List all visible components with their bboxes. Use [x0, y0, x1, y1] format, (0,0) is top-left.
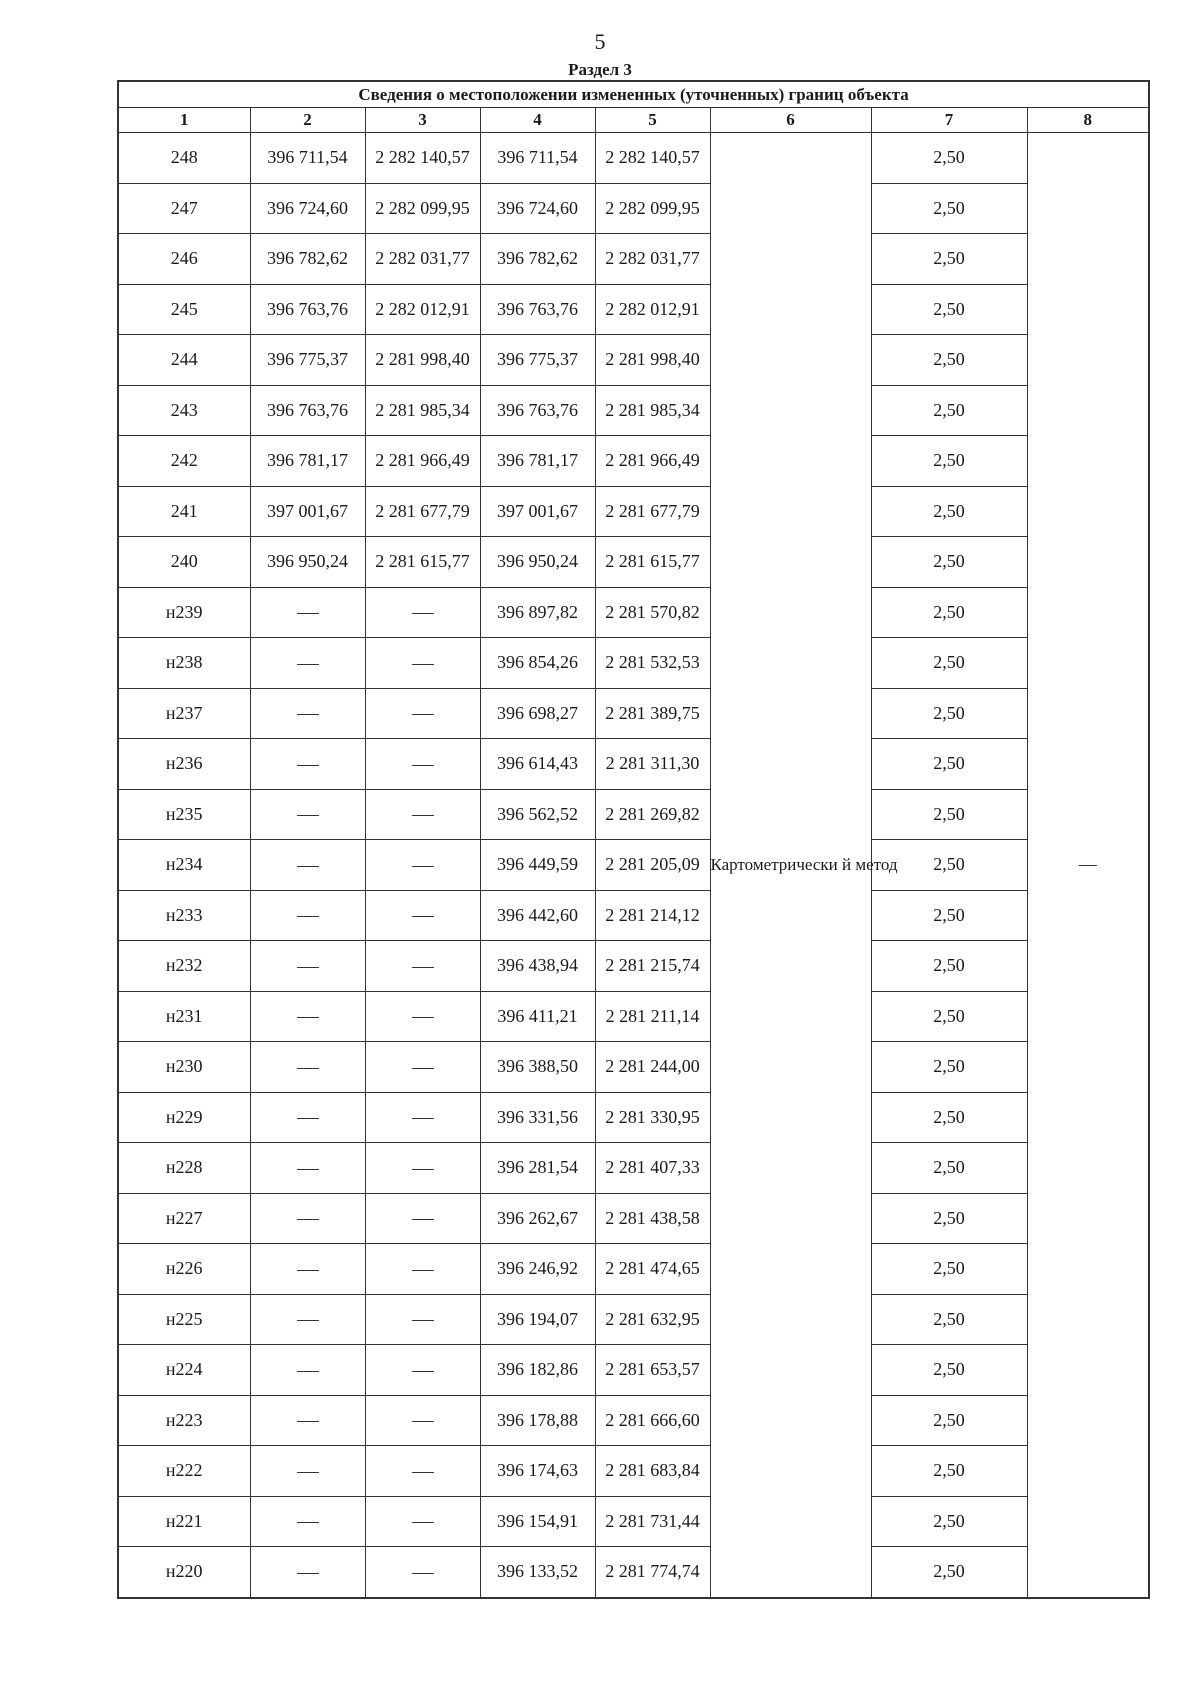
boundary-coordinates-table	[117, 80, 1150, 1599]
dash-mark	[412, 765, 434, 766]
old-x-cell: 396 782,62	[250, 234, 365, 285]
dash-mark	[297, 815, 319, 816]
new-y-cell: 2 281 966,49	[595, 436, 710, 487]
new-x-cell: 396 614,43	[480, 739, 595, 790]
new-x-cell: 396 724,60	[480, 183, 595, 234]
old-y-cell: 2 282 140,57	[365, 133, 480, 184]
old-x-cell	[250, 1193, 365, 1244]
table-row	[118, 1395, 1149, 1446]
new-y-cell: 2 281 474,65	[595, 1244, 710, 1295]
new-y-cell: 2 281 407,33	[595, 1143, 710, 1194]
table-row	[118, 739, 1149, 790]
old-x-cell: 396 950,24	[250, 537, 365, 588]
new-y-cell: 2 281 985,34	[595, 385, 710, 436]
point-number-cell: н234	[118, 840, 250, 891]
old-x-cell: 396 724,60	[250, 183, 365, 234]
new-y-cell: 2 281 774,74	[595, 1547, 710, 1598]
old-y-cell	[365, 1496, 480, 1547]
table-row	[118, 789, 1149, 840]
new-y-cell: 2 281 311,30	[595, 739, 710, 790]
table-row	[118, 335, 1149, 386]
dash-mark	[297, 1219, 319, 1220]
column-number: 5	[595, 108, 710, 133]
table-row	[118, 1193, 1149, 1244]
new-x-cell: 396 711,54	[480, 133, 595, 184]
point-number-cell: 246	[118, 234, 250, 285]
precision-cell: 2,50	[871, 991, 1027, 1042]
old-x-cell: 396 711,54	[250, 133, 365, 184]
old-y-cell	[365, 1446, 480, 1497]
column-number: 6	[710, 108, 871, 133]
precision-cell: 2,50	[871, 1042, 1027, 1093]
precision-cell: 2,50	[871, 436, 1027, 487]
dash-mark	[297, 866, 319, 867]
dash-mark	[412, 1320, 434, 1321]
new-x-cell: 396 854,26	[480, 638, 595, 689]
new-x-cell: 396 782,62	[480, 234, 595, 285]
precision-cell: 2,50	[871, 1193, 1027, 1244]
table-row	[118, 1042, 1149, 1093]
dash-mark	[412, 967, 434, 968]
old-y-cell: 2 282 031,77	[365, 234, 480, 285]
new-x-cell: 396 331,56	[480, 1092, 595, 1143]
new-x-cell: 396 388,50	[480, 1042, 595, 1093]
precision-cell: 2,50	[871, 739, 1027, 790]
new-x-cell: 396 246,92	[480, 1244, 595, 1295]
old-y-cell	[365, 890, 480, 941]
precision-cell: 2,50	[871, 1345, 1027, 1396]
dash-mark	[297, 967, 319, 968]
dash-mark	[412, 1573, 434, 1574]
new-x-cell: 396 897,82	[480, 587, 595, 638]
precision-cell: 2,50	[871, 1244, 1027, 1295]
point-number-cell: н239	[118, 587, 250, 638]
old-x-cell	[250, 941, 365, 992]
old-x-cell	[250, 587, 365, 638]
new-x-cell: 396 781,17	[480, 436, 595, 487]
new-x-cell: 397 001,67	[480, 486, 595, 537]
old-y-cell	[365, 1193, 480, 1244]
old-y-cell: 2 282 099,95	[365, 183, 480, 234]
new-y-cell: 2 281 632,95	[595, 1294, 710, 1345]
new-x-cell: 396 950,24	[480, 537, 595, 588]
column-8-cell: —	[1027, 133, 1149, 1598]
new-y-cell: 2 282 140,57	[595, 133, 710, 184]
precision-cell: 2,50	[871, 587, 1027, 638]
point-number-cell: 248	[118, 133, 250, 184]
new-y-cell: 2 281 205,09	[595, 840, 710, 891]
point-number-cell: 243	[118, 385, 250, 436]
old-x-cell	[250, 688, 365, 739]
new-x-cell: 396 174,63	[480, 1446, 595, 1497]
section-title: Раздел 3	[568, 60, 632, 79]
old-x-cell	[250, 991, 365, 1042]
new-x-cell: 396 763,76	[480, 385, 595, 436]
dash-mark	[297, 1017, 319, 1018]
dash-mark	[297, 1068, 319, 1069]
new-y-cell: 2 282 031,77	[595, 234, 710, 285]
new-y-cell: 2 281 532,53	[595, 638, 710, 689]
dash-mark	[297, 765, 319, 766]
table-row	[118, 1092, 1149, 1143]
column-number: 1	[118, 108, 250, 133]
old-y-cell	[365, 1244, 480, 1295]
old-y-cell	[365, 1395, 480, 1446]
old-x-cell	[250, 1345, 365, 1396]
precision-cell: 2,50	[871, 1143, 1027, 1194]
new-y-cell: 2 282 012,91	[595, 284, 710, 335]
dash-mark	[297, 1118, 319, 1119]
point-number-cell: 241	[118, 486, 250, 537]
old-x-cell	[250, 638, 365, 689]
new-x-cell: 396 262,67	[480, 1193, 595, 1244]
dash-mark	[412, 815, 434, 816]
point-number-cell: н227	[118, 1193, 250, 1244]
point-number-cell: н223	[118, 1395, 250, 1446]
new-y-cell: 2 281 438,58	[595, 1193, 710, 1244]
new-y-cell: 2 281 244,00	[595, 1042, 710, 1093]
old-y-cell	[365, 941, 480, 992]
dash-mark	[297, 1522, 319, 1523]
new-x-cell: 396 411,21	[480, 991, 595, 1042]
precision-cell: 2,50	[871, 840, 1027, 891]
column-number: 7	[871, 108, 1027, 133]
table-row	[118, 1547, 1149, 1598]
point-number-cell: н231	[118, 991, 250, 1042]
table-row	[118, 1345, 1149, 1396]
point-number-cell: н237	[118, 688, 250, 739]
old-y-cell: 2 281 677,79	[365, 486, 480, 537]
table-row	[118, 941, 1149, 992]
old-x-cell	[250, 1143, 365, 1194]
point-number-cell: 247	[118, 183, 250, 234]
point-number-cell: н226	[118, 1244, 250, 1295]
new-y-cell: 2 281 211,14	[595, 991, 710, 1042]
point-number-cell: н229	[118, 1092, 250, 1143]
old-x-cell	[250, 1244, 365, 1295]
table-row	[118, 991, 1149, 1042]
table-row	[118, 1496, 1149, 1547]
old-y-cell	[365, 991, 480, 1042]
old-y-cell	[365, 638, 480, 689]
column-number: 3	[365, 108, 480, 133]
table-row	[118, 688, 1149, 739]
new-y-cell: 2 281 677,79	[595, 486, 710, 537]
dash-mark	[412, 1017, 434, 1018]
dash-mark	[412, 1169, 434, 1170]
new-x-cell: 396 698,27	[480, 688, 595, 739]
old-y-cell	[365, 587, 480, 638]
dash-mark	[297, 613, 319, 614]
old-x-cell	[250, 1496, 365, 1547]
new-x-cell: 396 449,59	[480, 840, 595, 891]
dash-mark	[297, 1472, 319, 1473]
old-y-cell	[365, 688, 480, 739]
old-y-cell: 2 281 966,49	[365, 436, 480, 487]
point-number-cell: н235	[118, 789, 250, 840]
table-row	[118, 133, 1149, 184]
new-x-cell: 396 775,37	[480, 335, 595, 386]
dash-mark	[297, 1169, 319, 1170]
new-x-cell: 396 182,86	[480, 1345, 595, 1396]
point-number-cell: н233	[118, 890, 250, 941]
new-y-cell: 2 281 215,74	[595, 941, 710, 992]
new-x-cell: 396 133,52	[480, 1547, 595, 1598]
precision-cell: 2,50	[871, 284, 1027, 335]
new-y-cell: 2 281 666,60	[595, 1395, 710, 1446]
precision-cell: 2,50	[871, 385, 1027, 436]
old-y-cell: 2 281 998,40	[365, 335, 480, 386]
old-y-cell	[365, 840, 480, 891]
table-row	[118, 638, 1149, 689]
precision-cell: 2,50	[871, 335, 1027, 386]
new-y-cell: 2 281 615,77	[595, 537, 710, 588]
old-y-cell	[365, 789, 480, 840]
new-x-cell: 396 281,54	[480, 1143, 595, 1194]
point-number-cell: н236	[118, 739, 250, 790]
column-number: 2	[250, 108, 365, 133]
old-x-cell	[250, 840, 365, 891]
old-x-cell: 396 763,76	[250, 385, 365, 436]
table-row	[118, 1143, 1149, 1194]
new-y-cell: 2 281 269,82	[595, 789, 710, 840]
precision-cell: 2,50	[871, 133, 1027, 184]
point-number-cell: н238	[118, 638, 250, 689]
old-x-cell	[250, 1547, 365, 1598]
old-x-cell	[250, 1446, 365, 1497]
table-row	[118, 1244, 1149, 1295]
new-x-cell: 396 194,07	[480, 1294, 595, 1345]
old-y-cell	[365, 1143, 480, 1194]
page-number: 5	[594, 29, 606, 54]
old-x-cell	[250, 1042, 365, 1093]
dash-mark	[412, 664, 434, 665]
precision-cell: 2,50	[871, 1092, 1027, 1143]
column-number-row	[118, 108, 1149, 133]
precision-cell: 2,50	[871, 688, 1027, 739]
dash-mark	[412, 866, 434, 867]
point-number-cell: 240	[118, 537, 250, 588]
column-number: 8	[1027, 108, 1149, 133]
precision-cell: 2,50	[871, 789, 1027, 840]
new-y-cell: 2 281 570,82	[595, 587, 710, 638]
old-x-cell	[250, 890, 365, 941]
old-y-cell	[365, 1042, 480, 1093]
new-x-cell: 396 154,91	[480, 1496, 595, 1547]
precision-cell: 2,50	[871, 941, 1027, 992]
dash-mark	[297, 1421, 319, 1422]
precision-cell: 2,50	[871, 183, 1027, 234]
old-x-cell: 396 763,76	[250, 284, 365, 335]
old-y-cell	[365, 1547, 480, 1598]
new-x-cell: 396 178,88	[480, 1395, 595, 1446]
precision-cell: 2,50	[871, 1446, 1027, 1497]
new-y-cell: 2 281 653,57	[595, 1345, 710, 1396]
table-row	[118, 234, 1149, 285]
new-y-cell: 2 281 998,40	[595, 335, 710, 386]
table-row	[118, 385, 1149, 436]
precision-cell: 2,50	[871, 1395, 1027, 1446]
point-number-cell: 245	[118, 284, 250, 335]
old-y-cell: 2 281 615,77	[365, 537, 480, 588]
old-x-cell: 397 001,67	[250, 486, 365, 537]
dash-mark	[412, 916, 434, 917]
precision-cell: 2,50	[871, 1496, 1027, 1547]
point-number-cell: н221	[118, 1496, 250, 1547]
new-y-cell: 2 281 683,84	[595, 1446, 710, 1497]
old-y-cell	[365, 739, 480, 790]
point-number-cell: н222	[118, 1446, 250, 1497]
old-y-cell: 2 281 985,34	[365, 385, 480, 436]
dash-mark	[297, 1270, 319, 1271]
precision-cell: 2,50	[871, 486, 1027, 537]
new-y-cell: 2 281 214,12	[595, 890, 710, 941]
dash-mark	[297, 916, 319, 917]
old-x-cell: 396 775,37	[250, 335, 365, 386]
precision-cell: 2,50	[871, 1294, 1027, 1345]
new-y-cell: 2 282 099,95	[595, 183, 710, 234]
point-number-cell: 242	[118, 436, 250, 487]
new-x-cell: 396 562,52	[480, 789, 595, 840]
dash-mark	[412, 1118, 434, 1119]
table-row	[118, 890, 1149, 941]
point-number-cell: 244	[118, 335, 250, 386]
new-x-cell: 396 438,94	[480, 941, 595, 992]
dash-mark	[412, 1068, 434, 1069]
old-x-cell	[250, 1395, 365, 1446]
precision-cell: 2,50	[871, 890, 1027, 941]
old-x-cell	[250, 739, 365, 790]
dash-mark	[297, 714, 319, 715]
dash-mark	[297, 1320, 319, 1321]
old-x-cell: 396 781,17	[250, 436, 365, 487]
table-row	[118, 1294, 1149, 1345]
method-cell: Картометрически й метод	[710, 133, 871, 1598]
point-number-cell: н224	[118, 1345, 250, 1396]
old-x-cell	[250, 1092, 365, 1143]
old-x-cell	[250, 1294, 365, 1345]
precision-cell: 2,50	[871, 1547, 1027, 1598]
dash-mark	[297, 1573, 319, 1574]
table-row	[118, 1446, 1149, 1497]
table-row	[118, 183, 1149, 234]
dash-mark	[412, 613, 434, 614]
dash-mark	[412, 1371, 434, 1372]
new-y-cell: 2 281 731,44	[595, 1496, 710, 1547]
table-row	[118, 840, 1149, 891]
column-number: 4	[480, 108, 595, 133]
point-number-cell: н232	[118, 941, 250, 992]
precision-cell: 2,50	[871, 638, 1027, 689]
precision-cell: 2,50	[871, 234, 1027, 285]
dash-mark	[412, 1522, 434, 1523]
old-y-cell: 2 282 012,91	[365, 284, 480, 335]
dash-mark	[412, 1421, 434, 1422]
dash-mark	[412, 714, 434, 715]
table-body	[118, 133, 1149, 1598]
precision-cell: 2,50	[871, 537, 1027, 588]
new-y-cell: 2 281 330,95	[595, 1092, 710, 1143]
point-number-cell: н225	[118, 1294, 250, 1345]
old-y-cell	[365, 1092, 480, 1143]
table-row	[118, 537, 1149, 588]
table-row	[118, 284, 1149, 335]
dash-mark	[297, 664, 319, 665]
new-x-cell: 396 763,76	[480, 284, 595, 335]
dash-mark	[297, 1371, 319, 1372]
point-number-cell: н230	[118, 1042, 250, 1093]
old-x-cell	[250, 789, 365, 840]
new-y-cell: 2 281 389,75	[595, 688, 710, 739]
old-y-cell	[365, 1345, 480, 1396]
table-row	[118, 486, 1149, 537]
dash-mark	[412, 1270, 434, 1271]
dash-mark	[412, 1472, 434, 1473]
table-caption: Сведения о местоположении измененных (уточненных) границ объекта	[118, 81, 1149, 108]
table-row	[118, 436, 1149, 487]
old-y-cell	[365, 1294, 480, 1345]
new-x-cell: 396 442,60	[480, 890, 595, 941]
table-row	[118, 587, 1149, 638]
point-number-cell: н228	[118, 1143, 250, 1194]
dash-mark	[412, 1219, 434, 1220]
point-number-cell: н220	[118, 1547, 250, 1598]
